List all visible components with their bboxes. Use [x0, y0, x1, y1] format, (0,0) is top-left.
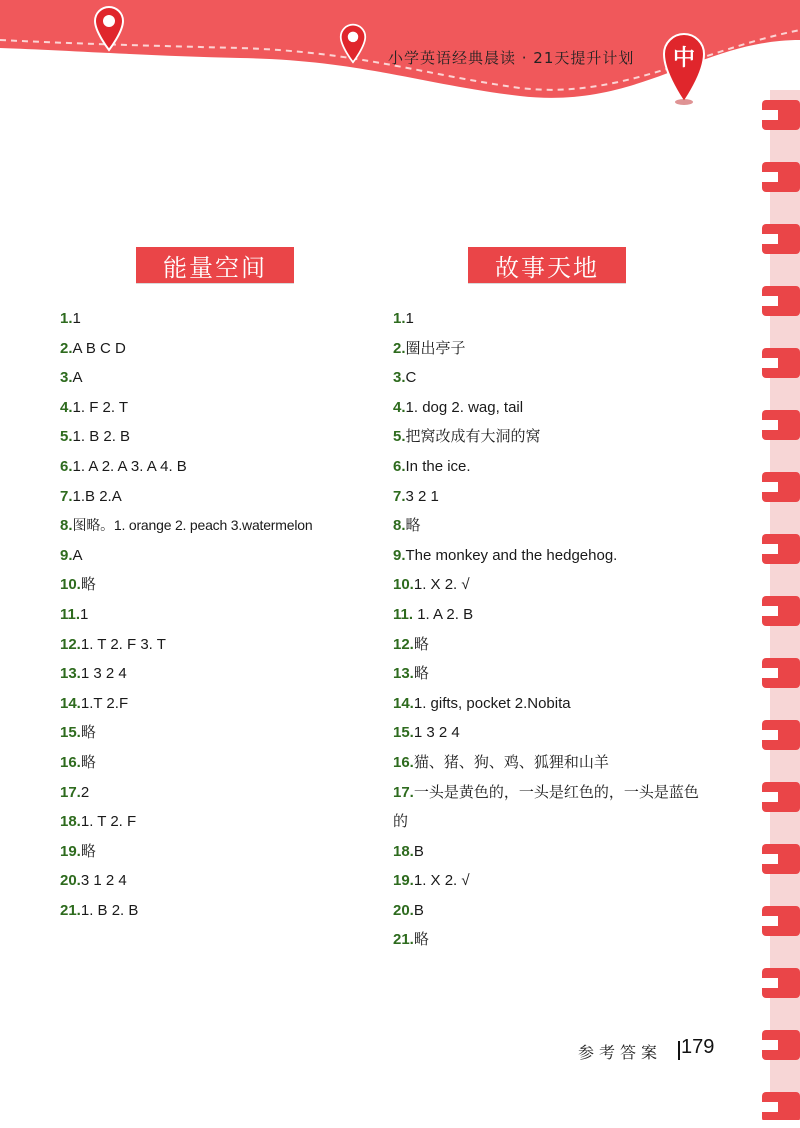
- answer-number: 20.: [60, 872, 81, 890]
- answer-item: [393, 482, 743, 512]
- map-pin-icon: [338, 22, 368, 64]
- answer-text: 图略。1. orange 2. peach 3.watermelon: [72, 517, 313, 534]
- answer-number: 7.: [393, 487, 406, 505]
- answer-item: [393, 866, 743, 896]
- answer-number: 2.: [393, 339, 406, 357]
- answer-number: 8.: [393, 517, 406, 535]
- spiral-binding-strip: [752, 90, 800, 1120]
- binding-hole: [756, 234, 778, 244]
- answer-text: 1. A 2. B: [413, 605, 474, 623]
- answer-item: [393, 659, 743, 689]
- answer-number: 11.: [60, 605, 81, 623]
- answer-number: 1.: [60, 310, 73, 327]
- binding-hole: [756, 978, 778, 988]
- answer-text: 1: [80, 605, 89, 623]
- answer-number: 17.: [393, 783, 414, 801]
- answer-text: 1. X 2. √: [413, 872, 470, 890]
- page-number: 179: [681, 1036, 715, 1058]
- answer-number: 5.: [60, 428, 73, 446]
- answer-number: 9.: [393, 546, 406, 564]
- answer-text: 3 1 2 4: [80, 872, 127, 890]
- answer-text: 2: [80, 783, 90, 801]
- answer-text: 1. dog 2. wag, tail: [405, 398, 524, 416]
- answer-number: 3.: [60, 369, 73, 387]
- answer-item: [60, 600, 390, 630]
- answer-number: 14.: [393, 694, 414, 712]
- answer-number: 18.: [393, 842, 414, 860]
- answer-number: 2.: [60, 339, 73, 357]
- answer-text: 略: [80, 842, 96, 860]
- binding-hole: [756, 730, 778, 740]
- answer-item: [60, 393, 390, 423]
- answer-item: [393, 600, 743, 630]
- answer-number: 14.: [60, 694, 81, 712]
- answer-text: A B C D: [72, 339, 126, 357]
- binding-hole: [756, 358, 778, 368]
- answer-number: 6.: [393, 457, 406, 475]
- answer-number: 9.: [60, 546, 73, 564]
- answer-text: In the ice.: [405, 457, 471, 475]
- answer-number: 8.: [60, 517, 73, 535]
- answer-item: [60, 541, 390, 571]
- answer-text: The monkey and the hedgehog.: [405, 546, 618, 564]
- answer-text: A: [72, 369, 83, 387]
- answer-number: 19.: [393, 872, 414, 890]
- answer-number: 17.: [60, 783, 81, 801]
- answer-text: 1: [405, 310, 414, 327]
- answer-text: 1. gifts, pocket 2.Nobita: [413, 694, 571, 712]
- binding-hole: [756, 668, 778, 678]
- answer-item: [393, 778, 713, 837]
- answer-text: 略: [80, 576, 96, 594]
- level-badge: 中: [672, 45, 695, 71]
- answer-number: 19.: [60, 842, 81, 860]
- left-answer-list: [60, 304, 390, 925]
- binding-hole: [756, 854, 778, 864]
- answer-text: B: [413, 842, 424, 860]
- binding-hole: [756, 544, 778, 554]
- answer-item: [393, 630, 743, 660]
- answer-number: 4.: [60, 398, 73, 416]
- answer-item: [393, 304, 743, 334]
- binding-hole: [756, 792, 778, 802]
- answer-text: 1. T 2. F: [80, 813, 137, 831]
- binding-hole: [756, 420, 778, 430]
- answer-item: [60, 570, 390, 600]
- answer-item: [393, 718, 743, 748]
- answer-text: 把窝改成有大洞的窝: [405, 428, 541, 446]
- answer-text: 1. T 2. F 3. T: [80, 635, 166, 653]
- answer-item: [393, 748, 743, 778]
- answer-text: 1 3 2 4: [413, 724, 460, 742]
- answer-text: 略: [413, 931, 429, 949]
- answer-number: 13.: [60, 665, 81, 683]
- answer-text: 1. X 2. √: [413, 576, 470, 594]
- right-answer-list: [393, 304, 743, 955]
- binding-hole: [756, 1040, 778, 1050]
- answer-item: [393, 511, 743, 541]
- book-series-title: 小学英语经典晨读 · 21天提升计划: [388, 49, 635, 67]
- answer-number: 21.: [393, 931, 414, 949]
- answer-number: 12.: [393, 635, 414, 653]
- answer-number: 5.: [393, 428, 406, 446]
- answer-text: 略: [405, 517, 421, 535]
- answer-text: 1.B 2.A: [72, 487, 122, 505]
- answer-text: 略: [413, 665, 429, 683]
- answer-number: 15.: [60, 724, 81, 742]
- answer-item: [393, 541, 743, 571]
- answer-item: [60, 896, 390, 926]
- binding-hole: [756, 606, 778, 616]
- answer-item: [60, 866, 390, 896]
- answer-item: [393, 452, 743, 482]
- answer-text: 略: [413, 635, 429, 653]
- answer-text: 3 2 1: [405, 487, 439, 505]
- answer-number: 13.: [393, 665, 414, 683]
- answer-number: 10.: [60, 576, 81, 594]
- answer-item: [60, 422, 390, 452]
- answer-text: A: [72, 546, 83, 564]
- answer-item: [393, 422, 743, 452]
- section-heading-energy-space: 能量空间: [136, 247, 294, 283]
- answer-text: 略: [80, 753, 96, 771]
- answer-item: [60, 659, 390, 689]
- binding-hole: [756, 296, 778, 306]
- footer-divider: [678, 1041, 680, 1060]
- answer-text: B: [413, 901, 424, 919]
- answer-item: [60, 778, 390, 808]
- answer-item: [60, 748, 390, 778]
- answer-number: 21.: [60, 901, 81, 919]
- answer-item: [60, 689, 390, 719]
- answer-item: [393, 689, 743, 719]
- answer-number: 11.: [393, 605, 414, 623]
- answer-text: 略: [80, 724, 96, 742]
- answer-item: [60, 363, 390, 393]
- answer-text: C: [405, 369, 417, 387]
- binding-hole: [756, 172, 778, 182]
- answer-item: [60, 630, 390, 660]
- answer-item: [60, 334, 390, 364]
- binding-hole: [756, 110, 778, 120]
- answer-text: 圈出亭子: [405, 339, 466, 357]
- answer-item: [60, 837, 390, 867]
- answer-item: [393, 896, 743, 926]
- answer-item: [393, 363, 743, 393]
- answer-number: 4.: [393, 398, 406, 416]
- answer-item: [393, 570, 743, 600]
- section-heading-story-world: 故事天地: [468, 247, 626, 283]
- answer-number: 20.: [393, 901, 414, 919]
- answer-number: 7.: [60, 487, 73, 505]
- answer-text: 1. F 2. T: [72, 398, 129, 416]
- answer-item: [60, 482, 390, 512]
- binding-hole: [756, 482, 778, 492]
- answer-number: 18.: [60, 813, 81, 831]
- answer-item: [60, 807, 390, 837]
- answer-text: 1.T 2.F: [80, 694, 129, 712]
- answer-item: [393, 925, 743, 955]
- answer-item: [60, 452, 390, 482]
- answer-text: 猫、猪、狗、鸡、狐狸和山羊: [413, 753, 609, 771]
- binding-hole: [756, 916, 778, 926]
- answer-number: 3.: [393, 369, 406, 387]
- answer-text: 1. B 2. B: [72, 428, 131, 446]
- answer-number: 1.: [393, 310, 406, 327]
- footer-section-label: 参考答案: [578, 1043, 663, 1062]
- answer-number: 6.: [60, 457, 73, 475]
- answer-text: 1 3 2 4: [80, 665, 127, 683]
- answer-number: 15.: [393, 724, 414, 742]
- answer-item: [60, 718, 390, 748]
- answer-item: [60, 304, 390, 334]
- answer-text: 1. B 2. B: [80, 901, 139, 919]
- answer-text: 1: [72, 310, 81, 327]
- answer-text: 1. A 2. A 3. A 4. B: [72, 457, 187, 475]
- answer-item: [60, 511, 390, 541]
- answer-text: 一头是黄色的，一头是红色的，一头是蓝色的: [393, 783, 699, 831]
- answer-number: 16.: [60, 753, 81, 771]
- map-pin-icon: [92, 4, 126, 52]
- answer-item: [393, 837, 743, 867]
- binding-hole: [756, 1102, 778, 1112]
- answer-item: [393, 334, 743, 364]
- answer-number: 10.: [393, 576, 414, 594]
- answer-number: 16.: [393, 753, 414, 771]
- answer-number: 12.: [60, 635, 81, 653]
- answer-item: [393, 393, 743, 423]
